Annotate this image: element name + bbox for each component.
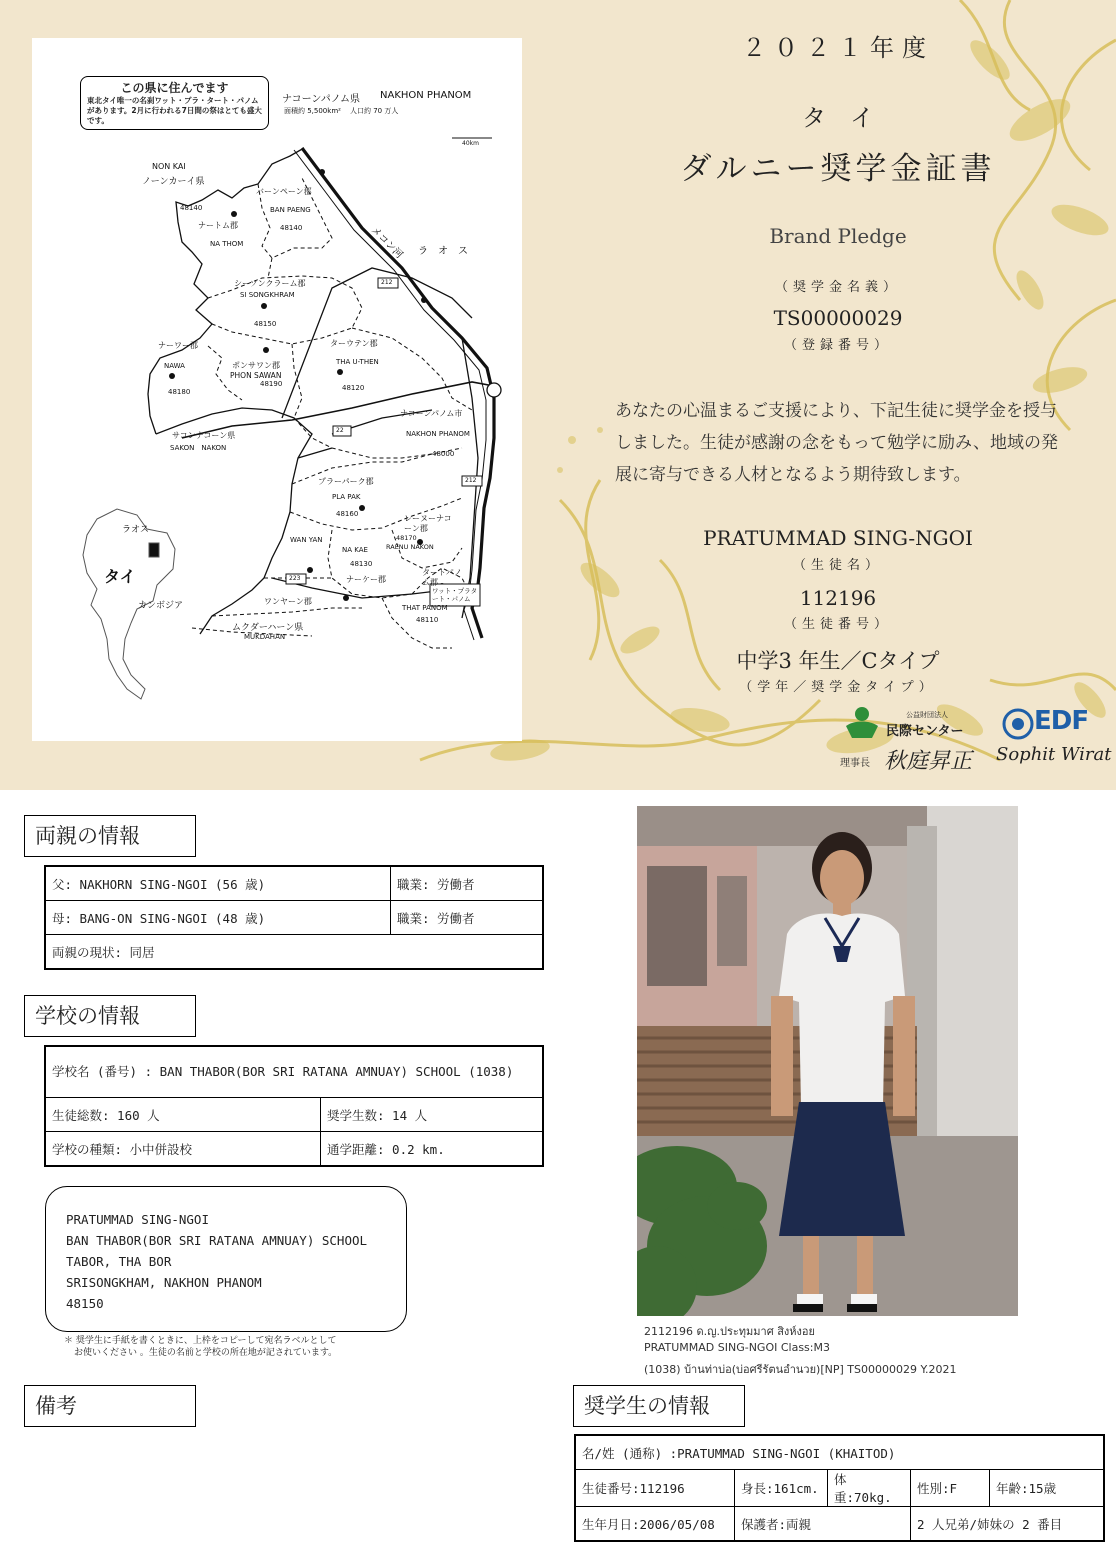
scholarship-students-cell: 奨学生数: 14 人 (321, 1098, 544, 1132)
map-label: ポンサワン郡 (232, 361, 280, 370)
map-label: 48000 (432, 450, 455, 458)
student-name: PRATUMMAD SING-NGOI (703, 526, 973, 550)
edf-text: EDF (1034, 706, 1089, 736)
province-area: 面積約 5,500km² (284, 107, 341, 115)
inset-cambodia: カンボジア (138, 601, 184, 611)
info-box (80, 76, 269, 130)
province-map (32, 38, 522, 741)
photo-caption-2: PRATUMMAD SING-NGOI Class:M3 (644, 1341, 830, 1354)
student-no-label: （生徒番号） (783, 617, 892, 632)
parents-status-cell: 両親の現状: 同居 (45, 935, 543, 970)
inset-thai: タイ (104, 567, 136, 586)
map-label: レーヌーナコーン郡 (404, 514, 452, 533)
map-label: 48120 (342, 384, 365, 392)
map-label: ノーンカーイ県 (142, 177, 205, 187)
map-label: MUKDAHAN (244, 633, 286, 641)
school-table (44, 1045, 544, 1167)
school-type-cell: 学校の種類: 小中併設校 (45, 1132, 321, 1167)
grade-type-label: （学年／奨学金タイプ） (739, 680, 937, 695)
guardian-cell: 保護者:両親 (735, 1507, 911, 1542)
map-label: THA U-THEN (336, 358, 379, 366)
chairman-signature: 秋庭昇正 (884, 749, 973, 774)
map-label: 48190 (260, 380, 283, 388)
address-label (45, 1186, 407, 1332)
map-label: NON KAI (152, 162, 186, 171)
map-label: プラーパーク郡 (318, 477, 374, 486)
map-label: ナーケー郡 (346, 575, 386, 584)
age-cell: 年齢:15歳 (990, 1470, 1105, 1507)
address-note (64, 1335, 337, 1359)
map-label: NAKHON PHANOM (406, 430, 470, 438)
weight-cell: 体重:70kg. (828, 1470, 911, 1507)
map-label: ムクダーハーン県 (232, 623, 304, 633)
map-label: 48110 (416, 616, 439, 624)
father-job-cell: 職業: 労働者 (391, 866, 544, 901)
student-table (574, 1434, 1105, 1542)
map-label: サコンナコーン県 (172, 431, 236, 440)
photo-caption-1: 2112196 ด.ญ.ประทุมมาศ สิงห์งอย (644, 1325, 815, 1338)
map-label: PLA PAK (332, 493, 361, 501)
edf-signature: Sophit Wirat (996, 744, 1112, 765)
road-number: 212 (465, 477, 477, 484)
sponsor-label: （奨学金名義） (774, 280, 901, 295)
address-note-line: お使いください 。生徒の名前と学校の所在地が記されています。 (74, 1348, 338, 1358)
map-label: ターウテン郡 (330, 339, 378, 348)
address-line: SRISONGKHAM, NAKHON PHANOM (66, 1275, 262, 1290)
province-en: NAKHON PHANOM (380, 90, 472, 101)
map-label: WAN YAN (290, 536, 323, 544)
certificate-title: ダルニー奨学金証書 (680, 151, 996, 187)
parents-heading: 両親の情報 (24, 815, 196, 857)
height-cell: 身長:161cm. (735, 1470, 828, 1507)
map-label: ワンヤーン郡 (264, 597, 312, 606)
map-label: 48140 (180, 204, 203, 212)
school-heading: 学校の情報 (24, 995, 196, 1037)
sex-cell: 性別:F (911, 1470, 990, 1507)
registration-label: （登録番号） (783, 338, 892, 353)
province-jp: ナコーンパノム県 (282, 94, 360, 105)
map-label: 48170 (396, 534, 417, 542)
map-label: 48140 (280, 224, 303, 232)
road-number: 212 (381, 279, 393, 286)
info-desc: 東北タイ唯一の名刹ワット・プラ・タート・パノムがあります。2月に行われる7日間の祭はとても盛大です。 (87, 96, 262, 125)
siblings-cell: 2 人兄弟/姉妹の 2 番目 (911, 1507, 1105, 1542)
map-label: BAN PAENG (270, 206, 311, 214)
grade-type: 中学3 年生／Cタイプ (736, 649, 940, 673)
map-scale: 40km (462, 140, 479, 147)
map-label: ナコーンパノム市 (400, 409, 463, 418)
address-line: 48150 (66, 1296, 104, 1311)
address-line: TABOR, THA BOR (66, 1254, 172, 1269)
map-label: 48180 (168, 388, 191, 396)
inset-laos: ラオス (122, 525, 149, 535)
total-students-cell: 生徒総数: 160 人 (45, 1098, 321, 1132)
map-label: タートパノム郡 (422, 568, 462, 587)
address-note-line: ＊ 奨学生に手紙を書くときに、上枠をコピーして宛名ラベルとして (64, 1336, 337, 1346)
org-name: 民際センター (886, 724, 964, 739)
certificate-year: ２０２１年度 (742, 34, 934, 62)
info-title: この県に住んでます (120, 81, 229, 95)
map-label: ナーワー郡 (158, 341, 198, 350)
birthdate-cell: 生年月日:2006/05/08 (575, 1507, 735, 1542)
certificate-message: あなたの心温まるご支援により、下記生徒に奨学金を授与しました。生徒が感謝の念をもって勉学に励み、地域の発展に寄与できる人材となるよう期待致します。 (615, 401, 1059, 485)
remarks-heading: 備考 (24, 1385, 196, 1427)
map-label: SI SONGKHRAM (240, 291, 295, 299)
province-population: 人口約 70 万人 (350, 107, 399, 115)
mother-job-cell: 職業: 労働者 (391, 901, 544, 935)
edf-globe-icon (1002, 708, 1034, 740)
student-no: 112196 (799, 586, 877, 610)
student-photo-drawing (637, 806, 1018, 1316)
student-name-cell: 名/姓 (通称) :PRATUMMAD SING-NGOI (KHAITOD) (575, 1435, 1104, 1470)
distance-cell: 通学距離: 0.2 km. (321, 1132, 544, 1167)
map-label: RAENU NAKON (386, 543, 434, 551)
certificate-country: タ イ (802, 104, 874, 132)
river-label: メコン河 (368, 224, 405, 261)
map-label: NA KAE (342, 546, 368, 554)
map-label: SAKON NAKON (170, 444, 227, 452)
map-label: NA THOM (210, 240, 244, 248)
map-label: 48130 (350, 560, 373, 568)
minsai-mark-icon (842, 704, 882, 740)
map-label: 48150 (254, 320, 277, 328)
student-name-label: （生徒名） (792, 558, 883, 573)
map-label: バーンペーン郡 (256, 187, 312, 196)
edf-logo (996, 706, 1112, 765)
chairman-label: 理事長 (840, 758, 870, 769)
parents-table (44, 865, 544, 970)
school-name-cell: 学校名 (番号) : BAN THABOR(BOR SRI RATANA AMNUAY) SCHOOL (1038) (45, 1046, 543, 1098)
student-no-cell: 生徒番号:112196 (575, 1470, 735, 1507)
map-label: PHON SAWAN (230, 371, 282, 380)
student-photo (637, 806, 1018, 1316)
map-label: THAT PANOM (402, 604, 448, 612)
photo-caption-3: (1038) บ้านท่าบ่อ(บ่อศรีรัตนอำนวย)[NP] TS00000029 Y.2021 (644, 1363, 957, 1376)
mother-cell: 母: BANG-ON SING-NGOI (48 歳) (45, 901, 391, 935)
map-label-wat: ワット・プラタート・パノム (432, 587, 478, 603)
minsai-logo (840, 704, 973, 774)
address-line: BAN THABOR(BOR SRI RATANA AMNUAY) SCHOOL (66, 1233, 368, 1248)
registration-no: TS00000029 (773, 306, 903, 330)
father-cell: 父: NAKHORN SING-NGOI (56 歳) (45, 866, 391, 901)
map-label: NAWA (164, 362, 185, 370)
address-line: PRATUMMAD SING-NGOI (66, 1212, 209, 1227)
laos-label: ラ オ ス (418, 246, 468, 257)
map-label: ナートム郡 (198, 221, 238, 230)
map-label: シーソンクラーム郡 (234, 279, 306, 288)
map-label: 48160 (336, 510, 359, 518)
org-small: 公益財団法人 (906, 711, 948, 719)
road-number: 223 (289, 575, 301, 582)
sponsor-name: Brand Pledge (769, 224, 907, 248)
student-heading: 奨学生の情報 (573, 1385, 745, 1427)
road-number: 22 (336, 427, 344, 434)
